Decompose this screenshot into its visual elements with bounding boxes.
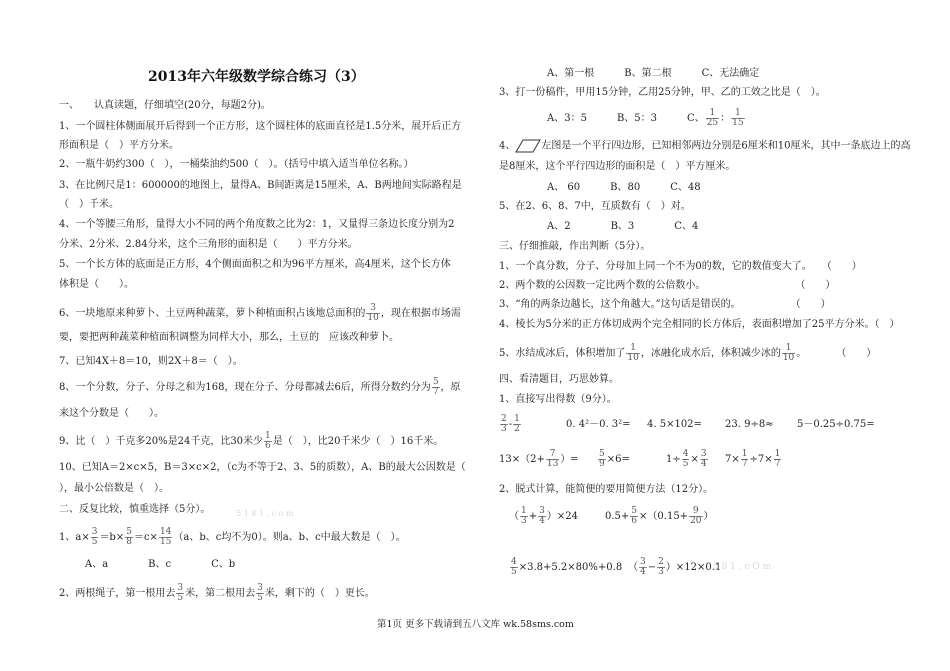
judge-5 [499,344,876,363]
calc-row-2c [666,450,709,469]
s2-q4-line-2: 是8厘米，这个平行四边形的面积是（ ）平方厘米。 [499,161,736,172]
s2-q3-options: A、3：5 B、5：3 C、 $\frac{1}{25}$ ： $\frac{1}{15}$ [547,108,744,128]
s2q1-text-a: 1、a× [59,532,90,543]
s2-q3: 3、打一份稿件，甲用15分钟，乙用25分钟，甲、乙的工效之比是（ ）。 [499,87,826,98]
p1-tail: ×24 [556,511,578,522]
r2-text-d: 1÷ [666,454,681,465]
q3-line-1: 3、在比例尺是1：600000的地图上，量得A、B间距离是15厘米，A、B两地间实际路程是 [59,180,462,191]
calc-p1: （ $\frac{1}{3}$ + $\frac{3}{4}$ ）×24 [509,506,578,526]
s2q4-text: 左图是一个平行四边形，已知相邻两边分别是6厘米和10厘米，其中一条底边上的高 [541,140,911,152]
fraction-3-5-c: $\frac{3}{5}$ [257,583,263,603]
fraction-5-9: $\frac{5}{9}$ [599,449,605,469]
s2-q5-options: A、2 B、3 C、4 [547,221,699,232]
fraction-4-5-b: $\frac{4}{5}$ [511,557,517,577]
s2-q4-options: A、 60 B、80 C、48 [547,182,701,193]
q6-line-2: 要，要把两种蔬菜种植面积调整为同样大小，那么，土豆的 应该改种萝卜。 [59,332,399,343]
judge-3: 3、“角的两条边越长，这个角越大。”这句话是错误的。 （ ） [499,299,831,310]
r2-text-f: 7× [725,454,740,465]
fraction-4-5: $\frac{4}{5}$ [682,449,689,469]
fraction-1-10-b: $\frac{1}{10}$ [782,343,795,363]
p3-tail: ×3.8+5.2×80%+0.8 [518,562,623,573]
q4-line-1: 4、一个等腰三角形，量得大小不同的两个角度数之比为2：1，又量得三条边长度分别为2 [59,219,455,230]
s2-q4-line-1 [499,139,910,153]
s2q1-text-c: ＝c× [133,532,158,543]
s2-q1-options: A、a B、c C、b [85,559,236,570]
q9-text-b: 是（ ），比20千米少（ ）16千米。 [272,436,444,447]
fraction-1-3: $\frac{1}{3}$ [521,506,527,526]
p4-tail: ×12×0.1 [675,562,722,573]
q7: 7、已知4X＋8＝10，则2X＋8＝（ ）。 [59,356,243,367]
s2q2-text-b: 米，第二根用去 [185,588,256,599]
calc-d: 23. 9÷8≈ [725,419,774,430]
fraction-2-3-b: $\frac{2}{3}$ [658,557,664,577]
section-1-heading: 一、 认真读题，仔细填空(20分，每题2分)。 [59,100,271,111]
section-4-heading: 四、看清题目，巧思妙算。 [499,374,619,385]
fraction-2-3: $\frac{2}{3}$ [501,414,507,434]
calc-row-2a [499,450,579,469]
fraction-14-15: $\frac{14}{15}$ [159,527,172,547]
p2-text-a: 0.5+ [605,511,630,522]
q6-text-a: 6、一块地原来种萝卜、土豆两种蔬菜，萝卜种植面积占该地总面积的 [59,308,366,319]
s2-q2 [59,584,375,603]
q1-line-1: 1、一个圆柱体侧面展开后得到一个正方形，这个圆柱体的底面直径是1.5分米，展开后正方 [59,121,462,132]
page-title: 2013年六年级数学综合练习（3） [148,69,365,85]
calc-e: 5－0.25÷0.75= [797,419,875,430]
section-2-heading: 二、反复比较，慎重选择（5分）。 [59,504,211,515]
fraction-1-25: $\frac{1}{25}$ [706,108,719,128]
j5-text-a: 5、水结成冰后，体积增加了 [499,348,626,359]
s2q3-options-text: A、3：5 B、5：3 C、 [547,113,705,124]
watermark-2: 5 8 1 . c O m [713,562,772,572]
s4-part-2: 2、脱式计算，能简便的要用简便方法（12分）。 [499,484,714,495]
fraction-5-8: $\frac{5}{8}$ [126,527,132,547]
q5-line-2: 体积是（ ）。 [59,279,134,290]
r2-text-c: ×6= [606,454,630,465]
calc-p2 [605,507,714,526]
q8-line-2: 来这个分数是（ ）。 [59,408,164,419]
calc-row-2b [597,450,630,469]
q10-line-1: 10、已知A＝2×c×5，B＝3×c×2，（c为不等于2、3、5的质数），A、B的最大公因数是（ [59,462,466,473]
q6-line-1 [59,304,461,323]
p2-text-b: ×（0.15+ [639,511,689,522]
calc-p4: （ $\frac{3}{4}$ − $\frac{2}{3}$ ）×12×0.1 [628,557,722,577]
q9-text-a: 9、比（ ）千克多20%是24千克，比30米少 [59,436,264,447]
judge-2: 2、两个数的公因数一定比两个数的公倍数小。 （ ） [499,280,836,291]
s4-part-1: 1、直接写出得数（9分）。 [499,394,617,405]
watermark-1: 5 1 8 1 . c o m [236,509,294,518]
s2-q5: 5、在2、6、8、7中，互质数有（ ）对。 [499,201,691,212]
r2-text-a: 13×（2+ [499,454,545,465]
fraction-1-6: $\frac{1}{6}$ [265,431,271,451]
q4-line-2: 分米、2分米、2.84分米，这个三角形的面积是（ ）平方分米。 [59,239,358,250]
q6-text-b: ，现在根据市场需 [380,308,461,319]
fraction-5-7: $\frac{5}{7}$ [432,377,439,397]
j5-text-b: ，冰融化成水后，体积减少冰的 [640,348,781,359]
fraction-1-7-b: $\frac{1}{7}$ [774,449,781,469]
fraction-9-20: $\frac{9}{20}$ [690,506,702,526]
s2-q2-options: A、第一根 B、第二根 C、无法确定 [547,68,760,79]
q8-text-b: ，原 [440,382,461,393]
s2-q1 [59,528,406,547]
r2-text-g: ÷7× [749,454,773,465]
section-3-heading: 三、仔细推敲，作出判断（5分）。 [499,241,651,252]
fraction-1-15: $\frac{1}{15}$ [732,108,744,128]
s2q1-text-d: （a、b、c均不为0）。则a、b、c中最大数是（ ）。 [173,532,406,543]
fraction-5-6: $\frac{5}{6}$ [631,506,638,526]
fraction-3-4-b: $\frac{3}{4}$ [539,506,545,526]
q2: 2、一瓶牛奶约300（ ），一桶柴油约500（ ）。（括号中填入适当单位名称。） [59,159,414,170]
calc-c: 4. 5×102= [647,419,702,430]
fraction-3-4: $\frac{3}{4}$ [700,449,707,469]
s2q1-text-b: ＝b× [99,532,125,543]
fraction-3-4-c: $\frac{3}{4}$ [640,557,646,577]
judge-4: 4、棱长为5分米的正方体切成两个完全相同的长方体后，表面积增加了25平方分米。（ ） [499,319,900,330]
parallelogram-icon [515,139,541,153]
q8-line-1 [59,378,461,397]
q9 [59,432,443,451]
s2q4-number: 4、 [499,140,516,152]
fraction-1-2: $\frac{1}{2}$ [514,414,520,434]
q3-line-2: （ ）千米。 [59,199,119,210]
s2q2-text-c: 米，剩下的（ ）更长。 [264,588,375,599]
calc-row-2d [725,450,782,469]
calc-b: 0. 4²－0. 3²= [566,419,631,430]
fraction-3-5: $\frac{3}{5}$ [91,527,98,547]
q1-line-2: 形面积是（ ）平方分米。 [59,140,179,151]
fraction-7-13: $\frac{7}{13}$ [546,449,559,469]
j5-text-c: 。 （ ） [796,348,877,359]
page-footer: 第1页 更多下载请到五八文库 wk.58sms.com [377,619,574,630]
r2-text-b: ）= [560,454,579,465]
fraction-1-10-a: $\frac{1}{10}$ [627,343,639,363]
r2-text-e: × [690,454,699,465]
q10-line-2: ），最小公倍数是（ ）。 [59,483,169,494]
judge-1: 1、一个真分数，分子、分母加上同一个不为0的数，它的数值变大了。 （ ） [499,261,862,272]
calc-p3 [509,558,622,577]
q5-line-1: 5、一个长方体的底面是正方形，4个侧面面积之和为96平方厘米，高4厘米，这个长方体 [59,259,451,270]
calc-a: $\frac{2}{3}$ - $\frac{1}{2}$ [501,414,520,434]
fraction-3-5-b: $\frac{3}{5}$ [177,583,184,603]
s2q2-text-a: 2、两根绳子，第一根用去 [59,588,176,599]
fraction-1-7-a: $\frac{1}{7}$ [741,449,748,469]
q8-text-a: 8、一个分数，分子、分母之和为168，现在分子、分母都减去6后，所得分数约分为 [59,382,431,393]
p2-text-c: ） [703,511,714,522]
fraction-3-10: $\frac{3}{10}$ [367,303,379,323]
